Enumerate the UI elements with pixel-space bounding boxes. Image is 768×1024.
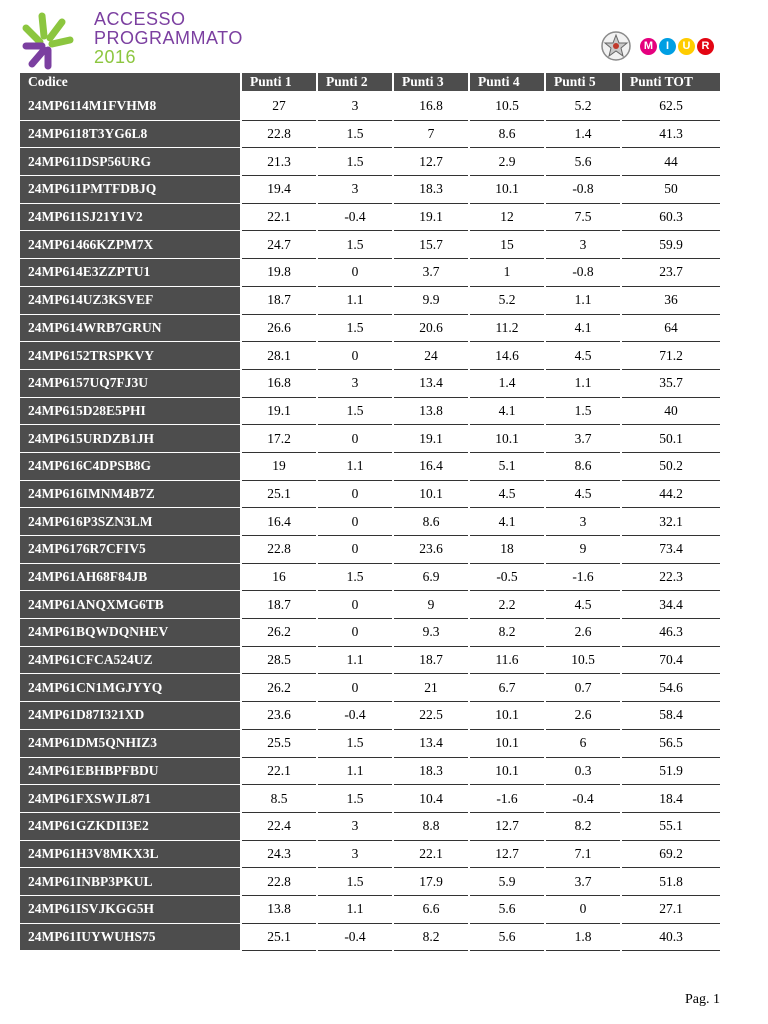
cell-punti-4: -0.5 <box>469 563 545 591</box>
cell-punti-3: 16.4 <box>393 452 469 480</box>
cell-punti-3: 22.1 <box>393 840 469 868</box>
cell-punti-tot: 51.8 <box>621 868 720 896</box>
cell-punti-2: 3 <box>317 812 393 840</box>
cell-punti-2: 3 <box>317 91 393 120</box>
cell-punti-3: 8.6 <box>393 508 469 536</box>
cell-punti-3: 8.8 <box>393 812 469 840</box>
cell-codice: 24MP614UZ3KSVEF <box>20 286 241 314</box>
cell-punti-3: 15.7 <box>393 231 469 259</box>
cell-punti-1: 23.6 <box>241 702 317 730</box>
cell-codice: 24MP61EBHBPFBDU <box>20 757 241 785</box>
cell-punti-5: 3.7 <box>545 425 621 453</box>
table-row <box>20 563 720 591</box>
cell-punti-1: 19.1 <box>241 397 317 425</box>
cell-punti-1: 24.7 <box>241 231 317 259</box>
cell-codice: 24MP6157UQ7FJ3U <box>20 369 241 397</box>
cell-punti-4: 8.6 <box>469 120 545 148</box>
cell-punti-3: 9.3 <box>393 619 469 647</box>
cell-punti-2: 1.1 <box>317 895 393 923</box>
cell-codice: 24MP6152TRSPKVY <box>20 342 241 370</box>
logo-wordmark <box>94 10 243 67</box>
cell-punti-tot: 50.1 <box>621 425 720 453</box>
cell-punti-tot: 40.3 <box>621 923 720 951</box>
cell-codice: 24MP611SJ21Y1V2 <box>20 203 241 231</box>
cell-punti-3: 23.6 <box>393 536 469 564</box>
cell-codice: 24MP61IUYWUHS75 <box>20 923 241 951</box>
column-header-punti-tot: Punti TOT <box>621 73 720 91</box>
cell-punti-4: 1.4 <box>469 369 545 397</box>
cell-punti-tot: 22.3 <box>621 563 720 591</box>
cell-punti-2: 1.5 <box>317 120 393 148</box>
cell-punti-5: 7.1 <box>545 840 621 868</box>
cell-punti-tot: 40 <box>621 397 720 425</box>
cell-punti-tot: 27.1 <box>621 895 720 923</box>
cell-punti-2: 0 <box>317 536 393 564</box>
table-row <box>20 674 720 702</box>
cell-punti-tot: 50 <box>621 176 720 204</box>
cell-punti-3: 3.7 <box>393 259 469 287</box>
cell-punti-5: 1.1 <box>545 369 621 397</box>
cell-punti-3: 6.9 <box>393 563 469 591</box>
cell-punti-3: 9.9 <box>393 286 469 314</box>
table-row <box>20 536 720 564</box>
cell-punti-3: 8.2 <box>393 923 469 951</box>
table-row <box>20 120 720 148</box>
miur-letter-i: I <box>659 38 676 55</box>
cell-punti-2: 0 <box>317 591 393 619</box>
table-row <box>20 508 720 536</box>
cell-punti-5: 4.5 <box>545 480 621 508</box>
cell-punti-3: 18.3 <box>393 176 469 204</box>
cell-punti-2: 1.5 <box>317 397 393 425</box>
cell-punti-1: 22.8 <box>241 120 317 148</box>
cell-punti-5: 4.5 <box>545 342 621 370</box>
cell-punti-tot: 32.1 <box>621 508 720 536</box>
cell-punti-tot: 55.1 <box>621 812 720 840</box>
cell-punti-tot: 69.2 <box>621 840 720 868</box>
cell-punti-5: 3 <box>545 231 621 259</box>
table-row <box>20 231 720 259</box>
cell-punti-3: 18.3 <box>393 757 469 785</box>
cell-punti-5: 4.5 <box>545 591 621 619</box>
cell-punti-4: 10.1 <box>469 176 545 204</box>
cell-codice: 24MP61AH68F84JB <box>20 563 241 591</box>
cell-codice: 24MP61CFCA524UZ <box>20 646 241 674</box>
cell-codice: 24MP611DSP56URG <box>20 148 241 176</box>
cell-punti-tot: 56.5 <box>621 729 720 757</box>
column-header-punti-2: Punti 2 <box>317 73 393 91</box>
logo-line-accesso: ACCESSO <box>94 9 186 29</box>
cell-punti-4: 2.2 <box>469 591 545 619</box>
table-header-row <box>20 73 720 91</box>
cell-punti-tot: 36 <box>621 286 720 314</box>
table-row <box>20 840 720 868</box>
cell-punti-5: 2.6 <box>545 619 621 647</box>
table-row <box>20 148 720 176</box>
cell-punti-2: 1.5 <box>317 148 393 176</box>
cell-punti-5: 0.3 <box>545 757 621 785</box>
cell-punti-4: 5.9 <box>469 868 545 896</box>
cell-punti-2: 3 <box>317 369 393 397</box>
cell-punti-3: 10.1 <box>393 480 469 508</box>
cell-punti-2: 0 <box>317 508 393 536</box>
cell-punti-5: 4.1 <box>545 314 621 342</box>
cell-punti-tot: 58.4 <box>621 702 720 730</box>
cell-punti-5: 5.6 <box>545 148 621 176</box>
cell-punti-tot: 51.9 <box>621 757 720 785</box>
cell-punti-1: 18.7 <box>241 591 317 619</box>
cell-codice: 24MP615URDZB1JH <box>20 425 241 453</box>
cell-punti-3: 13.4 <box>393 729 469 757</box>
cell-punti-3: 20.6 <box>393 314 469 342</box>
cell-codice: 24MP61H3V8MKX3L <box>20 840 241 868</box>
cell-punti-5: 0 <box>545 895 621 923</box>
cell-punti-5: 1.4 <box>545 120 621 148</box>
table-row <box>20 812 720 840</box>
cell-punti-2: 1.1 <box>317 646 393 674</box>
cell-punti-4: 10.5 <box>469 91 545 120</box>
cell-punti-4: 11.6 <box>469 646 545 674</box>
logo-line-programmato: PROGRAMMATO <box>94 28 243 48</box>
cell-codice: 24MP611PMTFDBJQ <box>20 176 241 204</box>
table-row <box>20 785 720 813</box>
cell-punti-1: 26.2 <box>241 674 317 702</box>
table-row <box>20 176 720 204</box>
cell-codice: 24MP6176R7CFIV5 <box>20 536 241 564</box>
cell-punti-1: 19 <box>241 452 317 480</box>
miur-letter-u: U <box>678 38 695 55</box>
cell-punti-5: 3.7 <box>545 868 621 896</box>
table-row <box>20 591 720 619</box>
table-row <box>20 397 720 425</box>
cell-punti-2: 1.5 <box>317 231 393 259</box>
cell-punti-tot: 44.2 <box>621 480 720 508</box>
cell-punti-1: 22.8 <box>241 536 317 564</box>
cell-punti-5: 1.1 <box>545 286 621 314</box>
page-header <box>0 0 768 72</box>
cell-punti-4: 10.1 <box>469 702 545 730</box>
cell-punti-2: 1.1 <box>317 757 393 785</box>
cell-codice: 24MP614E3ZZPTU1 <box>20 259 241 287</box>
cell-punti-4: 10.1 <box>469 425 545 453</box>
cell-punti-tot: 71.2 <box>621 342 720 370</box>
cell-punti-tot: 64 <box>621 314 720 342</box>
cell-punti-5: 5.2 <box>545 91 621 120</box>
miur-logo <box>640 38 714 56</box>
cell-punti-4: 8.2 <box>469 619 545 647</box>
cell-punti-1: 21.3 <box>241 148 317 176</box>
cell-punti-3: 21 <box>393 674 469 702</box>
table-row <box>20 923 720 951</box>
cell-punti-1: 17.2 <box>241 425 317 453</box>
miur-letter-m: M <box>640 38 657 55</box>
cell-punti-tot: 54.6 <box>621 674 720 702</box>
cell-punti-4: 18 <box>469 536 545 564</box>
cell-punti-2: 1.5 <box>317 785 393 813</box>
cell-punti-1: 25.1 <box>241 923 317 951</box>
cell-punti-4: 12 <box>469 203 545 231</box>
cell-punti-2: 1.1 <box>317 452 393 480</box>
cell-punti-5: -1.6 <box>545 563 621 591</box>
cell-punti-tot: 35.7 <box>621 369 720 397</box>
italian-republic-emblem-icon <box>600 30 632 62</box>
column-header-punti-5: Punti 5 <box>545 73 621 91</box>
cell-punti-5: 2.6 <box>545 702 621 730</box>
cell-punti-4: 12.7 <box>469 812 545 840</box>
cell-punti-tot: 41.3 <box>621 120 720 148</box>
cell-punti-2: -0.4 <box>317 203 393 231</box>
cell-punti-2: 3 <box>317 840 393 868</box>
cell-punti-tot: 73.4 <box>621 536 720 564</box>
cell-codice: 24MP6114M1FVHM8 <box>20 91 241 120</box>
cell-codice: 24MP61466KZPM7X <box>20 231 241 259</box>
table-row <box>20 369 720 397</box>
cell-punti-5: 8.2 <box>545 812 621 840</box>
cell-punti-1: 16.4 <box>241 508 317 536</box>
cell-punti-3: 19.1 <box>393 203 469 231</box>
cell-punti-5: 8.6 <box>545 452 621 480</box>
cell-punti-2: 0 <box>317 259 393 287</box>
cell-codice: 24MP61ANQXMG6TB <box>20 591 241 619</box>
cell-punti-3: 16.8 <box>393 91 469 120</box>
cell-punti-1: 26.2 <box>241 619 317 647</box>
cell-punti-1: 18.7 <box>241 286 317 314</box>
cell-punti-2: 1.1 <box>317 286 393 314</box>
cell-punti-1: 27 <box>241 91 317 120</box>
table-row <box>20 868 720 896</box>
table-row <box>20 452 720 480</box>
cell-punti-5: 6 <box>545 729 621 757</box>
cell-punti-3: 17.9 <box>393 868 469 896</box>
cell-punti-2: 3 <box>317 176 393 204</box>
cell-punti-4: 4.1 <box>469 508 545 536</box>
cell-punti-2: 1.5 <box>317 868 393 896</box>
cell-punti-2: 1.5 <box>317 563 393 591</box>
cell-punti-1: 28.1 <box>241 342 317 370</box>
cell-codice: 24MP614WRB7GRUN <box>20 314 241 342</box>
table-row <box>20 425 720 453</box>
cell-codice: 24MP61FXSWJL871 <box>20 785 241 813</box>
cell-punti-4: 5.6 <box>469 923 545 951</box>
cell-punti-tot: 44 <box>621 148 720 176</box>
cell-punti-2: 1.5 <box>317 314 393 342</box>
table-row <box>20 619 720 647</box>
logo-line-year: 2016 <box>94 47 137 67</box>
cell-codice: 24MP61D87I321XD <box>20 702 241 730</box>
cell-punti-5: -0.8 <box>545 176 621 204</box>
cell-punti-1: 26.6 <box>241 314 317 342</box>
cell-punti-2: -0.4 <box>317 923 393 951</box>
cell-punti-3: 18.7 <box>393 646 469 674</box>
table-row <box>20 757 720 785</box>
table-row <box>20 895 720 923</box>
cell-punti-1: 16 <box>241 563 317 591</box>
column-header-punti-3: Punti 3 <box>393 73 469 91</box>
cell-punti-5: 0.7 <box>545 674 621 702</box>
cell-punti-4: 2.9 <box>469 148 545 176</box>
table-row <box>20 646 720 674</box>
cell-punti-3: 7 <box>393 120 469 148</box>
table-body <box>20 91 720 951</box>
table-row <box>20 286 720 314</box>
cell-punti-2: 0 <box>317 342 393 370</box>
cell-punti-tot: 70.4 <box>621 646 720 674</box>
cell-punti-1: 19.8 <box>241 259 317 287</box>
cell-punti-4: 14.6 <box>469 342 545 370</box>
cell-punti-4: 5.1 <box>469 452 545 480</box>
scores-table <box>20 73 720 951</box>
cell-punti-1: 16.8 <box>241 369 317 397</box>
cell-codice: 24MP61INBP3PKUL <box>20 868 241 896</box>
cell-punti-3: 13.4 <box>393 369 469 397</box>
cell-punti-4: 4.5 <box>469 480 545 508</box>
cell-punti-3: 22.5 <box>393 702 469 730</box>
table-row <box>20 342 720 370</box>
cell-punti-4: 10.1 <box>469 757 545 785</box>
cell-punti-1: 13.8 <box>241 895 317 923</box>
column-header-punti-1: Punti 1 <box>241 73 317 91</box>
cell-punti-4: 12.7 <box>469 840 545 868</box>
cell-punti-3: 19.1 <box>393 425 469 453</box>
cell-punti-tot: 18.4 <box>621 785 720 813</box>
cell-punti-1: 22.4 <box>241 812 317 840</box>
cell-punti-4: 10.1 <box>469 729 545 757</box>
cell-punti-4: 11.2 <box>469 314 545 342</box>
cell-punti-5: 10.5 <box>545 646 621 674</box>
cell-codice: 24MP6118T3YG6L8 <box>20 120 241 148</box>
cell-punti-4: -1.6 <box>469 785 545 813</box>
cell-punti-tot: 59.9 <box>621 231 720 259</box>
cell-punti-2: 0 <box>317 425 393 453</box>
accesso-programmato-logo-icon <box>18 6 88 72</box>
cell-punti-3: 9 <box>393 591 469 619</box>
cell-punti-1: 22.1 <box>241 757 317 785</box>
cell-punti-5: 1.5 <box>545 397 621 425</box>
cell-punti-tot: 60.3 <box>621 203 720 231</box>
table-row <box>20 91 720 120</box>
cell-punti-2: -0.4 <box>317 702 393 730</box>
table-row <box>20 729 720 757</box>
cell-punti-1: 25.5 <box>241 729 317 757</box>
cell-punti-4: 1 <box>469 259 545 287</box>
cell-punti-4: 5.2 <box>469 286 545 314</box>
cell-punti-5: 3 <box>545 508 621 536</box>
cell-punti-3: 6.6 <box>393 895 469 923</box>
cell-codice: 24MP616P3SZN3LM <box>20 508 241 536</box>
cell-punti-4: 5.6 <box>469 895 545 923</box>
cell-codice: 24MP61ISVJKGG5H <box>20 895 241 923</box>
cell-punti-3: 13.8 <box>393 397 469 425</box>
cell-punti-1: 22.8 <box>241 868 317 896</box>
cell-punti-4: 15 <box>469 231 545 259</box>
cell-punti-2: 1.5 <box>317 729 393 757</box>
table-row <box>20 203 720 231</box>
cell-punti-3: 24 <box>393 342 469 370</box>
cell-punti-5: 1.8 <box>545 923 621 951</box>
cell-punti-1: 8.5 <box>241 785 317 813</box>
table-row <box>20 314 720 342</box>
cell-punti-2: 0 <box>317 619 393 647</box>
cell-codice: 24MP616IMNM4B7Z <box>20 480 241 508</box>
cell-codice: 24MP61GZKDII3E2 <box>20 812 241 840</box>
cell-punti-2: 0 <box>317 480 393 508</box>
cell-punti-1: 24.3 <box>241 840 317 868</box>
cell-punti-tot: 62.5 <box>621 91 720 120</box>
cell-punti-tot: 23.7 <box>621 259 720 287</box>
cell-punti-5: -0.4 <box>545 785 621 813</box>
miur-letter-r: R <box>697 38 714 55</box>
cell-codice: 24MP616C4DPSB8G <box>20 452 241 480</box>
cell-codice: 24MP61BQWDQNHEV <box>20 619 241 647</box>
cell-punti-2: 0 <box>317 674 393 702</box>
cell-punti-tot: 50.2 <box>621 452 720 480</box>
cell-punti-3: 10.4 <box>393 785 469 813</box>
column-header-punti-4: Punti 4 <box>469 73 545 91</box>
cell-codice: 24MP61CN1MGJYYQ <box>20 674 241 702</box>
table-row <box>20 480 720 508</box>
cell-punti-1: 28.5 <box>241 646 317 674</box>
cell-punti-tot: 46.3 <box>621 619 720 647</box>
table-row <box>20 702 720 730</box>
cell-punti-1: 25.1 <box>241 480 317 508</box>
cell-punti-tot: 34.4 <box>621 591 720 619</box>
cell-codice: 24MP615D28E5PHI <box>20 397 241 425</box>
cell-punti-3: 12.7 <box>393 148 469 176</box>
cell-punti-5: -0.8 <box>545 259 621 287</box>
column-header-codice: Codice <box>20 73 241 91</box>
cell-punti-5: 9 <box>545 536 621 564</box>
table-row <box>20 259 720 287</box>
cell-punti-4: 6.7 <box>469 674 545 702</box>
cell-punti-1: 19.4 <box>241 176 317 204</box>
cell-codice: 24MP61DM5QNHIZ3 <box>20 729 241 757</box>
cell-punti-5: 7.5 <box>545 203 621 231</box>
cell-punti-4: 4.1 <box>469 397 545 425</box>
cell-punti-1: 22.1 <box>241 203 317 231</box>
page-number: Pag. 1 <box>685 992 720 1007</box>
